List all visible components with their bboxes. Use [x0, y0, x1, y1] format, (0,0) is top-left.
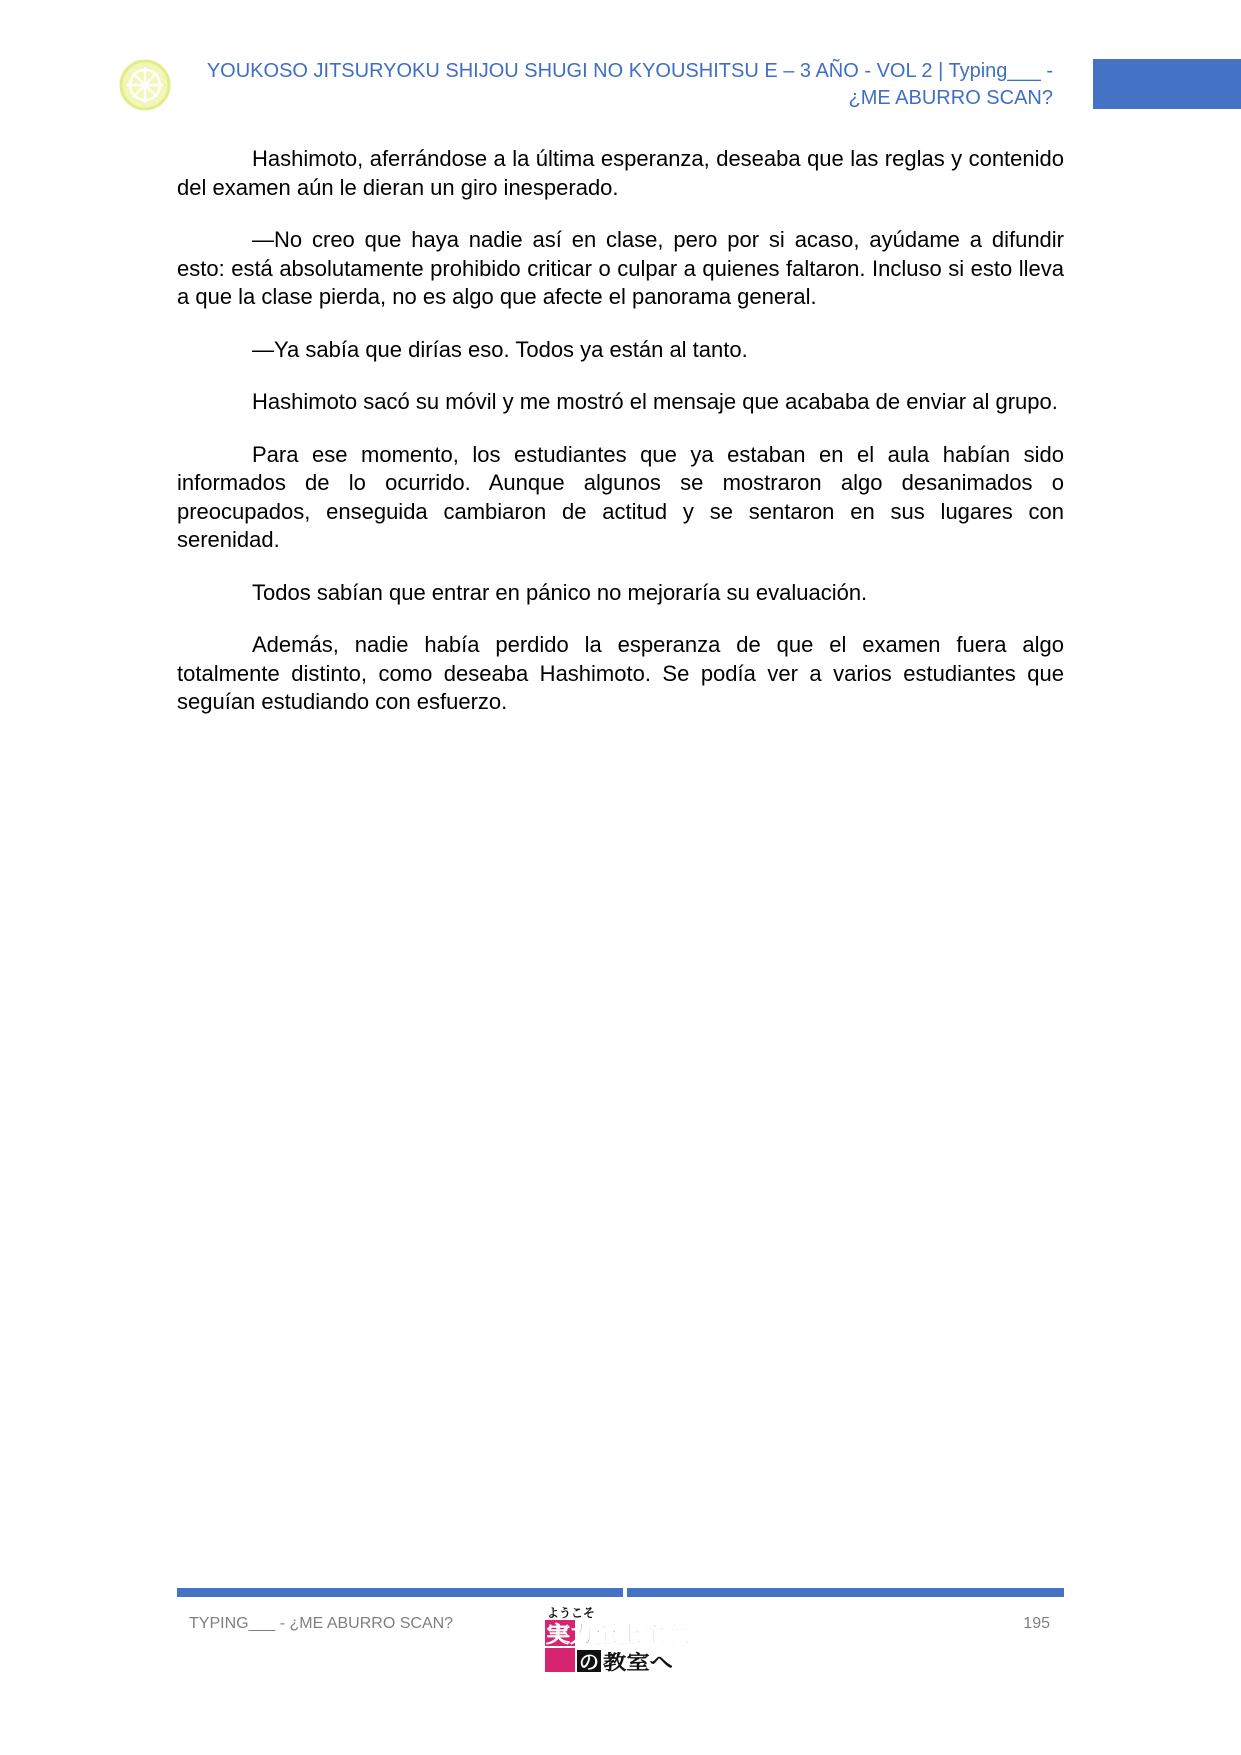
school-emblem-icon [118, 58, 172, 112]
paragraph: —No creo que haya nadie así en clase, pero por si acaso, ayúdame a difundir esto: está absolutamente prohibido criticar o culpar a quienes faltaron. Incluso si esto lleva a que la clase pierda, no es algo que afecte el panorama general. [177, 227, 1064, 309]
paragraph: Además, nadie había perdido la esperanza de que el examen fuera algo totalmente distinto, como deseaba Hashimoto. Se podía ver a varios estudiantes que seguían estudiando con esfuerzo. [177, 632, 1064, 714]
logo-title-no: の [579, 1650, 599, 1674]
footer-credit: TYPING___ - ¿ME ABURRO SCAN? [189, 1615, 454, 1632]
paragraph: —Ya sabía que dirías eso. Todos ya están al tanto. [252, 336, 748, 362]
chapter-body [177, 145, 1064, 741]
footer-rule [177, 1588, 1064, 1597]
paragraph: Todos sabían que entrar en pánico no mejoraría su evaluación. [252, 579, 868, 605]
paragraph: Hashimoto, aferrándose a la última esperanza, deseaba que las reglas y contenido del examen aún le dieran un giro inesperado. [177, 146, 1064, 200]
series-logo [543, 1604, 693, 1676]
logo-kana: ようこそ [547, 1606, 596, 1620]
header-accent-bar [1093, 59, 1241, 109]
logo-title-line1: 実力至上主義 [546, 1623, 679, 1648]
running-header-title: YOUKOSO JITSURYOKU SHIJOU SHUGI NO KYOUSHITSU E – 3 AÑO - VOL 2 | Typing___ - ¿ME ABURRO SCAN? [206, 60, 1053, 109]
paragraph: Para ese momento, los estudiantes que ya estaban en el aula habían sido informados de lo ocurrido. Aunque algunos se mostraron algo desanimados o preocupados, enseguida cambiaron de actitud y se sentaron en sus lugares con serenidad. [177, 441, 1064, 552]
page-number: 195 [1023, 1615, 1050, 1632]
footer-rule-divider [623, 1588, 627, 1597]
paragraph: Hashimoto sacó su móvil y me mostró el mensaje que acababa de enviar al grupo. [252, 389, 1058, 414]
logo-title-line2: 教室へ [603, 1650, 673, 1674]
